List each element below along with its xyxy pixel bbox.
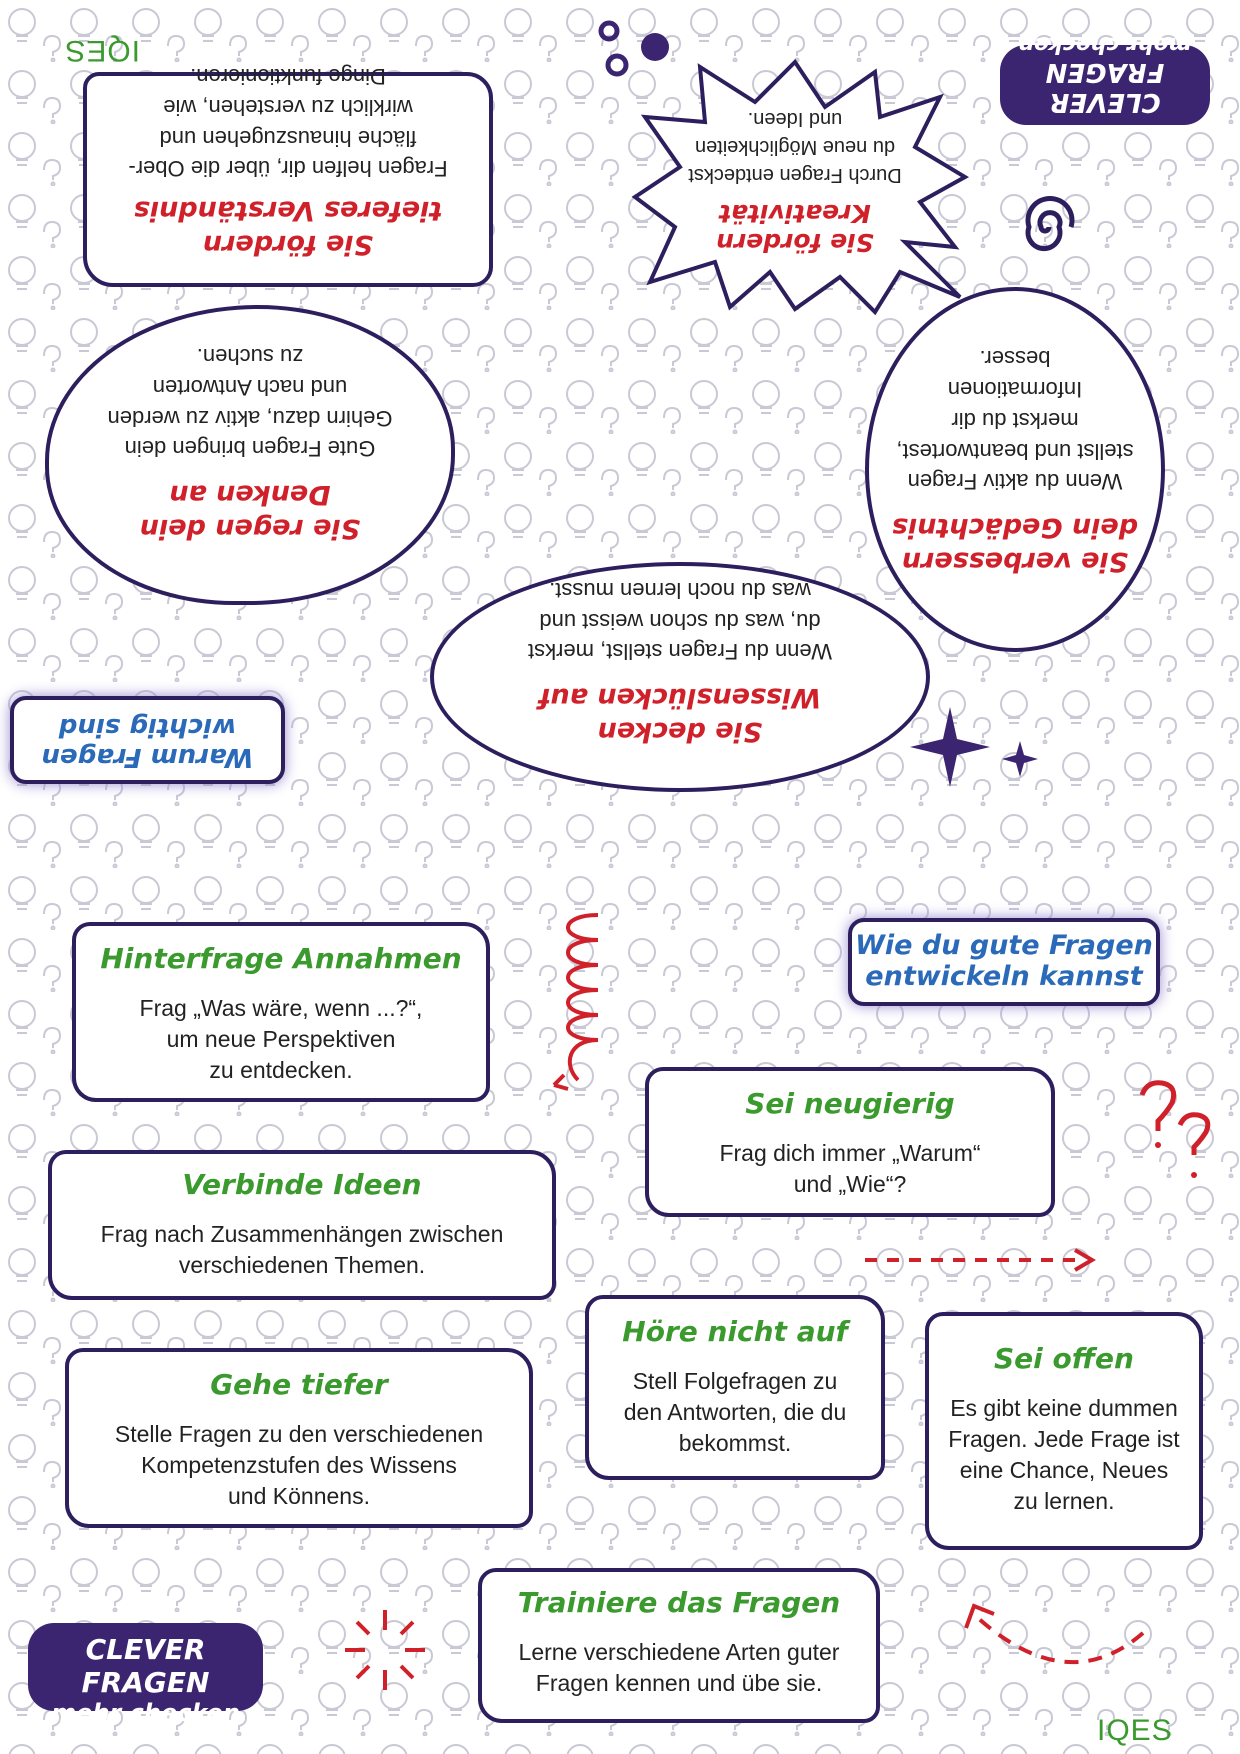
text-line: was du noch lernen musst.	[549, 577, 811, 603]
badge-line1: CLEVER FRAGEN	[81, 1633, 210, 1699]
brand-badge-top	[1000, 32, 1210, 125]
badge-line1: CLEVER FRAGEN	[1045, 57, 1165, 117]
heading-line2: wichtig sind	[58, 712, 237, 742]
card-trainiere-das-fragen	[478, 1568, 880, 1723]
card-title-4b: dein Gedächtnis	[891, 512, 1139, 544]
card-title-5b: Wissenslücken auf	[538, 682, 822, 714]
question-mark-icon	[1130, 1075, 1225, 1185]
text-line: Stelle Fragen zu den verschiedenen	[114, 1421, 484, 1447]
text-line: Frag nach Zusammenhängen zwischen	[100, 1221, 504, 1247]
text-line: Frag dich immer „Warum“	[719, 1140, 981, 1166]
card-title: Trainiere das Fragen	[517, 1586, 841, 1619]
card-title-1b: tieferes Verständnis	[133, 195, 443, 227]
text-line: und Ideen.	[747, 108, 843, 130]
sparkle-icon	[900, 697, 1040, 797]
card-title: Sei neugierig	[745, 1087, 955, 1120]
card-title: Verbinde Ideen	[182, 1168, 422, 1201]
text-line: Kompetenzstufen des Wissens	[141, 1452, 457, 1479]
badge-line2: mehr checken	[1018, 32, 1192, 57]
text-line: du neue Möglichkeiten	[694, 136, 896, 158]
card-hinterfrage-annahmen	[72, 922, 490, 1102]
text-line: den Antworten, die du	[623, 1399, 847, 1426]
heading-line1: Wie du gute Fragen	[855, 930, 1153, 961]
text-line: Stell Folgefragen zu	[632, 1368, 838, 1394]
badge-line2: mehr checken	[51, 1699, 240, 1727]
curved-dashed-arrow-icon	[948, 1578, 1148, 1673]
text-line: Gehirn dazu, aktiv zu werden	[107, 405, 393, 431]
card-text	[76, 993, 486, 1086]
card-text-2	[680, 105, 910, 189]
text-line: Wenn du aktiv Fragen	[907, 469, 1123, 495]
card-hoere-nicht-auf	[585, 1295, 885, 1480]
text-line: zu entdecken.	[209, 1057, 353, 1084]
card-sei-neugierig	[645, 1067, 1055, 1217]
burst-icon	[335, 1600, 435, 1700]
dots-icon	[575, 17, 695, 87]
section-heading-bottom	[848, 918, 1160, 1006]
text-line: du, was du schon weisst und	[539, 608, 821, 634]
card-gehe-tiefer	[65, 1348, 533, 1528]
card-title: Gehe tiefer	[210, 1368, 388, 1401]
text-line: Gute Fragen bringen dein	[124, 436, 376, 462]
text-line: wirklich zu verstehen, wie	[163, 94, 413, 120]
text-line: zu lernen.	[1013, 1488, 1115, 1515]
card-title-2b: Kreativität	[719, 199, 871, 228]
card-text	[482, 1637, 876, 1699]
text-line: merkst du dir	[951, 407, 1079, 433]
text-line: Durch Fragen entdeckst	[688, 164, 902, 186]
card-title-3a: Sie regen dein	[139, 513, 361, 544]
text-line: und „Wie“?	[793, 1171, 907, 1198]
card-title: Hinterfrage Annahmen	[100, 942, 462, 975]
brand-badge	[28, 1623, 263, 1727]
text-line: Dinge funktionieren.	[190, 64, 386, 90]
card-denken	[45, 305, 455, 605]
text-line: und nach Antworten	[152, 374, 348, 400]
card-tieferes-verstaendnis	[83, 64, 493, 287]
section-heading-top	[10, 696, 285, 784]
spiral-icon	[1005, 187, 1085, 267]
card-text	[69, 1419, 529, 1512]
card-title-1a: Sie fördern	[202, 229, 374, 260]
text-line: Frag „Was wäre, wenn ...?“,	[139, 995, 423, 1021]
text-line: Fragen kennen und übe sie.	[535, 1670, 823, 1697]
text-line: Fragen. Jede Frage ist	[948, 1426, 1180, 1453]
dashed-arrow-icon	[860, 1245, 1110, 1275]
card-title: Sei offen	[994, 1342, 1134, 1375]
iqes-logo: IQES	[1097, 1714, 1173, 1747]
text-line: zu suchen.	[196, 344, 304, 370]
card-title-2a: Sie fördern	[716, 228, 874, 257]
text-line: und Könnens.	[228, 1483, 370, 1510]
card-title-4a: Sie verbessern	[901, 546, 1129, 577]
text-line: Fragen helfen dir, über die Ober-	[128, 156, 448, 182]
card-text-3	[49, 340, 451, 463]
card-text	[589, 1366, 881, 1459]
iqes-logo-top: IQES	[64, 34, 140, 67]
text-line: um neue Perspektiven	[166, 1026, 396, 1053]
text-line: Lerne verschiedene Arten guter	[518, 1639, 840, 1665]
card-title-5a: Sie decken	[597, 716, 763, 747]
text-line: bekommst.	[678, 1430, 792, 1457]
card-text-4	[869, 343, 1161, 497]
text-line: fläche hinauszugehen und	[159, 125, 417, 151]
card-text	[929, 1393, 1199, 1517]
spring-arrow-icon	[538, 905, 628, 1100]
heading-line2: entwickeln kannst	[865, 961, 1143, 992]
text-line: verschiedenen Themen.	[178, 1252, 426, 1279]
text-line: stellst und beantwortest,	[896, 438, 1134, 464]
card-text	[649, 1138, 1051, 1200]
card-verbinde-ideen	[48, 1150, 556, 1300]
card-text-1	[87, 60, 489, 183]
card-text	[52, 1219, 552, 1281]
text-line: besser.	[979, 346, 1051, 372]
heading-line1: Warum Fragen	[41, 742, 254, 772]
card-sei-offen	[925, 1312, 1203, 1550]
card-title-3b: Denken an	[169, 479, 331, 511]
card-wissensluecken	[430, 562, 930, 792]
text-line: Wenn du Fragen stellst, merkst	[527, 639, 833, 665]
text-line: Informationen	[947, 377, 1083, 403]
card-kreativitaet	[680, 105, 910, 257]
text-line: eine Chance, Neues	[959, 1457, 1169, 1484]
text-line: Es gibt keine dummen	[950, 1395, 1178, 1421]
card-text-5	[434, 574, 926, 666]
card-title: Höre nicht auf	[622, 1315, 848, 1348]
